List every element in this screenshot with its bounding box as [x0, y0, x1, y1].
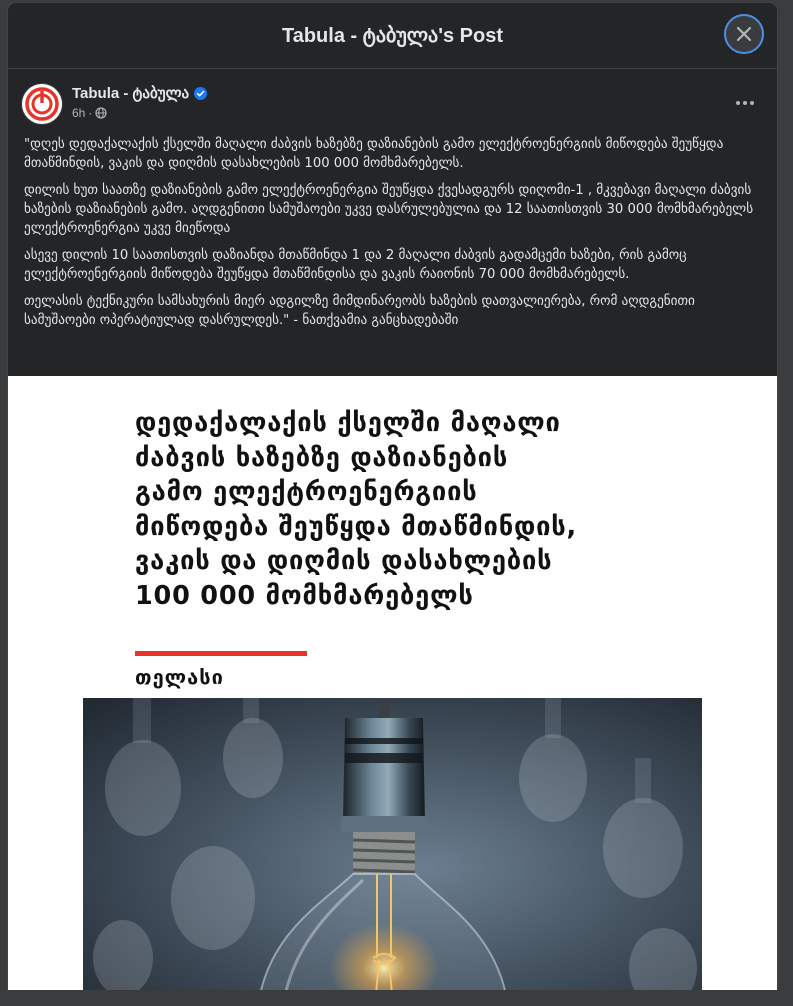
headline-line: დედაქალაქის ქსელში მაღალი — [135, 408, 561, 438]
post-image[interactable] — [8, 376, 777, 1006]
modal-header — [8, 3, 777, 69]
image-headline — [135, 406, 675, 613]
headline-line: 100 000 მომხმარებელს — [135, 580, 474, 611]
page-name-link[interactable] — [72, 84, 207, 102]
post-paragraph: "დღეს დედაქალაქის ქსელში მაღალი ძაბვის ხაზებზე დაზიანების გამო ელექტროენერგიის მიწოდება შეუწყდა მთაწმინდის, ვაკის და დიღმის დასახლების 100 000 მომხმარებელს. — [24, 137, 724, 171]
post-header — [8, 69, 777, 129]
globe-icon — [95, 107, 107, 119]
post-modal — [8, 3, 777, 1006]
headline-line: მიწოდება შეუწყდა მთაწმინდის, — [135, 511, 578, 542]
light-bulb-illustration — [83, 698, 702, 1006]
verified-badge-icon — [194, 87, 207, 100]
page-avatar[interactable] — [22, 84, 62, 124]
post-text — [8, 129, 777, 330]
bottom-strip — [0, 990, 793, 1006]
close-icon — [736, 26, 752, 42]
brand-label: თელასი — [135, 665, 224, 689]
power-logo-icon — [25, 87, 59, 121]
post-paragraph: დილის ხუთ საათზე დაზიანების გამო ელექტროენერგია შეუწყდა ქვესადგურს დიღომი-1 , მკვებავი მაღალი ძაბვის ხაზების დაზიანების გამო. აღდგენითი სამუშაოები უკვე დასრულებულია და 12 საათისთვის 30 000 მომხმარებელს ელექტროენერგია უკვე მიეწოდა — [24, 183, 754, 236]
headline-line: ძაბვის ხაზებზე დაზიანების — [135, 442, 509, 473]
accent-divider — [135, 651, 307, 656]
post-time[interactable]: 6h — [72, 106, 86, 120]
headline-line: გამო ელექტროენერგიის — [135, 477, 478, 507]
post-meta — [72, 106, 107, 120]
post-paragraph: ასევე დილის 10 საათისთვის დაზიანდა მთაწმინდა 1 და 2 მაღალი ძაბვის გადამცემი ხაზები, რის გამოც ელექტროენერგიის მიწოდება შეუწყდა მთაწმინდისა და ვაკის რაიონის 70 000 მომხმარებელს. — [24, 248, 687, 282]
more-options-icon — [736, 101, 740, 105]
modal-title: Tabula - ტაბულა's Post — [281, 25, 503, 47]
light-bulb-photo — [83, 698, 702, 1006]
more-options-button[interactable] — [727, 91, 763, 115]
close-button[interactable] — [724, 14, 764, 54]
meta-separator: · — [88, 106, 93, 120]
page-name: Tabula - ტაბულა — [72, 85, 190, 102]
headline-line: ვაკის და დიღმის დასახლების — [135, 546, 553, 576]
post-paragraph: თელასის ტექნიკური სამსახურის მიერ ადგილზე მიმდინარეობს ხაზების დათვალიერება, რომ აღდგენითი სამუშაოები ოპერატიულად დასრულდეს." - ნათქვამია განცხადებაში — [24, 294, 695, 328]
